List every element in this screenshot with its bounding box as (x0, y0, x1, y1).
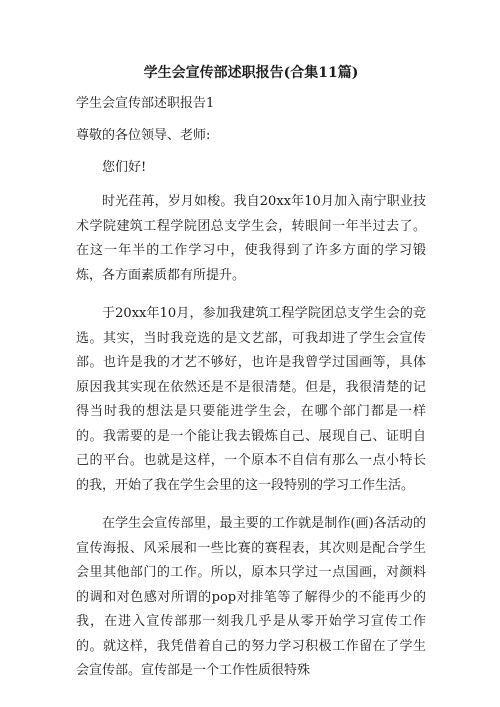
document-title: 学生会宣传部述职报告(合集11篇) (143, 65, 359, 81)
paragraph-3: 在学生会宣传部里，最主要的工作就是制作(画)各活动的宣传海报、风采展和一些比赛的赛程表，其次则是配合学生会里其他部门的工作。所以，原本只学过一点国画，对颜料的调和对色感对所谓的pop对排笔等了解得少的不能再少的我，在进入宣传部那一刻我几乎是从零开始学习宣传工作的。就这样，我凭借着自己的努力学习积极工作留在了学生会宣传部。宣传部是一个工作性质很特殊 (76, 516, 426, 678)
greeting: 您们好! (102, 160, 147, 175)
paragraph-2: 于20xx年10月，参加我建筑工程学院团总支学生会的竞选。其实，当时我竞选的是文艺部，可我却进了学生会宣传部。也许是我的才艺不够好，也许是我曾学过国画等，具体原因我其实现在依然还是不是很清楚。但是，我很清楚的记得当时我的想法是只要能进学生会，在哪个部门都是一样的。我需要的是一个能让我去锻炼自己、展现自己、证明自己的平台。也就是这样，一个原本不自信有那么一点小特长的我，开始了我在学生会里的这一段特别的学习工作生活。 (76, 306, 426, 493)
paragraph-1: 时光荏苒，岁月如梭。我自20xx年10月加入南宁职业技术学院建筑工程学院团总支学生会，转眼间一年半过去了。在这一年半的工作学习中，使我得到了许多方面的学习锻炼，各方面素质都有所提升。 (76, 194, 426, 283)
salutation: 尊敬的各位领导、老师: (76, 128, 211, 143)
document-subtitle: 学生会宣传部述职报告1 (76, 96, 215, 111)
